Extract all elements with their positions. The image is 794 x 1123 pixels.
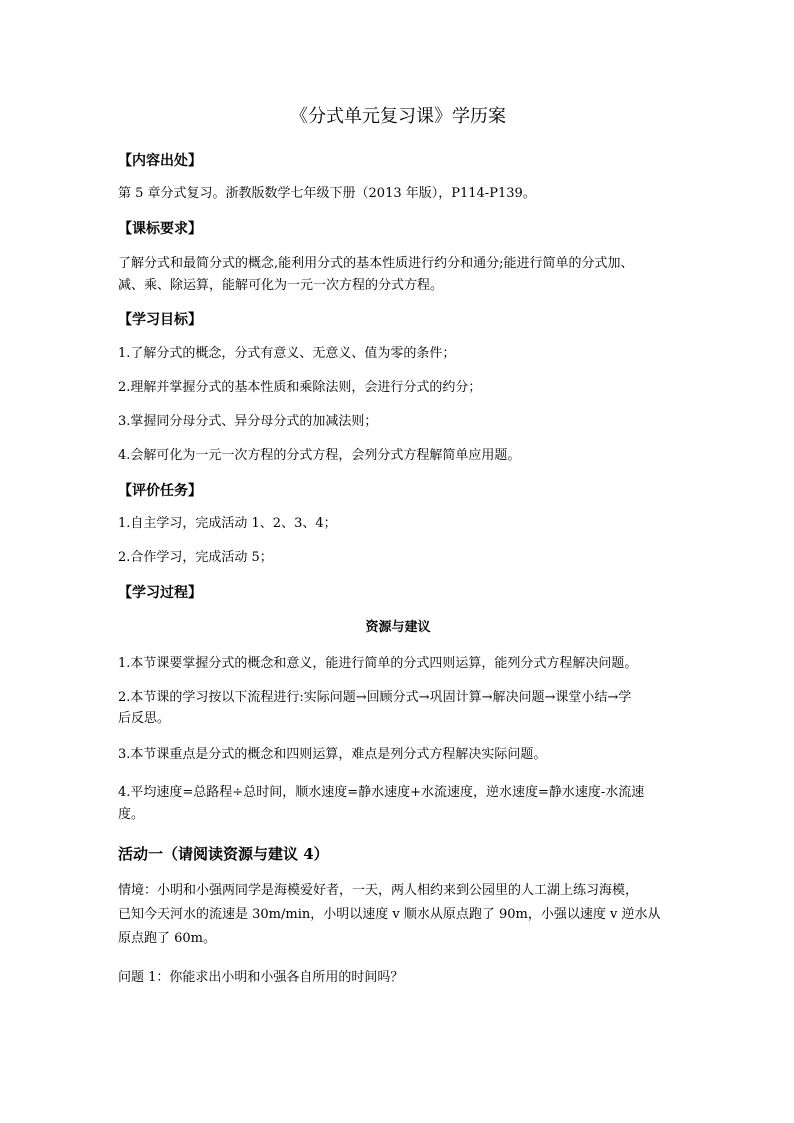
- resource-item-2-line-2: 后反思。: [118, 711, 171, 726]
- standard-line-2: 减、乘、除运算，能解可化为一元一次方程的分式方程。: [118, 278, 444, 293]
- evaluation-item-2: 2.合作学习，完成活动 5；: [118, 550, 273, 565]
- goal-item-3: 3.掌握同分母分式、异分母分式的加减法则；: [118, 414, 378, 429]
- goals-heading: 【学习目标】: [118, 312, 202, 328]
- scenario-line-3: 原点跑了 60m。: [118, 931, 217, 946]
- source-heading: 【内容出处】: [118, 153, 202, 169]
- goal-item-2: 2.理解并掌握分式的基本性质和乘除法则，会进行分式的约分；: [118, 380, 482, 395]
- resource-item-4-line-1: 4.平均速度=总路程÷总时间，顺水速度=静水速度+水流速度，逆水速度=静水速度-水流速: [118, 785, 645, 800]
- scenario-line-2: 已知今天河水的流速是 30m/min，小明以速度 v 顺水从原点跑了 90m，小强以速度 v 逆水从: [118, 907, 661, 922]
- resource-item-2-line-1: 2.本节课的学习按以下流程进行:实际问题→回顾分式→巩固计算→解决问题→课堂小结→学: [118, 690, 632, 705]
- process-heading: 【学习过程】: [118, 585, 202, 601]
- evaluation-item-1: 1.自主学习，完成活动 1、2、3、4；: [118, 516, 337, 531]
- source-text: 第 5 章分式复习。浙教版数学七年级下册（2013 年版），P114-P139。: [118, 186, 536, 201]
- standard-line-1: 了解分式和最简分式的概念,能利用分式的基本性质进行约分和通分;能进行简单的分式加、: [118, 256, 634, 271]
- goal-item-4: 4.会解可化为一元一次方程的分式方程，会列分式方程解简单应用题。: [118, 448, 521, 463]
- resources-heading: 资源与建议: [365, 620, 431, 635]
- goal-item-1: 1.了解分式的概念，分式有意义、无意义、值为零的条件；: [118, 346, 456, 361]
- question-1: 问题 1：你能求出小明和小强各自所用的时间吗？: [118, 970, 404, 985]
- page-title: 《分式单元复习课》学历案: [290, 106, 506, 127]
- resource-item-4-line-2: 度。: [118, 807, 145, 822]
- scenario-line-1: 情境：小明和小强两同学是海模爱好者，一天，两人相约来到公园里的人工湖上练习海模，: [118, 883, 639, 898]
- activity-1-heading: 活动一（请阅读资源与建议 4）: [118, 845, 329, 863]
- evaluation-heading: 【评价任务】: [118, 483, 202, 499]
- resource-item-3: 3.本节课重点是分式的概念和四则运算，难点是列分式方程解决实际问题。: [118, 747, 547, 762]
- standard-heading: 【课标要求】: [118, 221, 202, 237]
- resource-item-1: 1.本节课要掌握分式的概念和意义，能进行简单的分式四则运算，能列分式方程解决问题。: [118, 656, 638, 671]
